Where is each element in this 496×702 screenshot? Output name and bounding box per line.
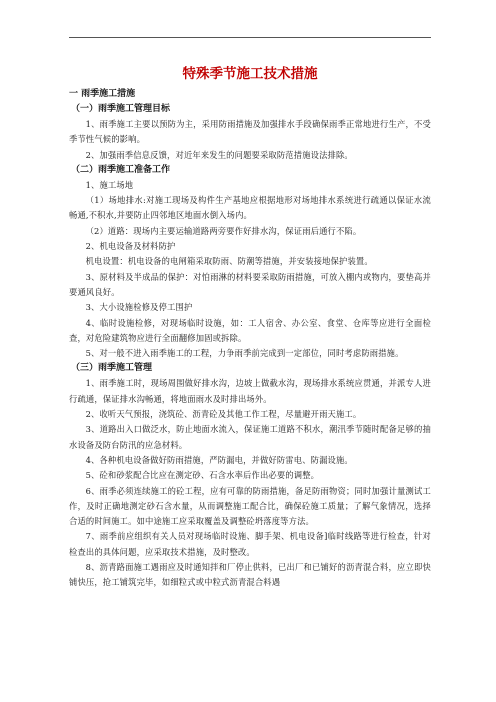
paragraph: 3、大小设施检修及停工围护 xyxy=(85,302,193,313)
paragraph: 2、收听天气预报，浇筑砼、沥青砼及其他工作工程，尽量避开雨天施工。 xyxy=(85,409,362,420)
paragraph: 4、临时设施检修，对现场临时设施，如：工人宿舍、办公室、食堂、仓库等应进行全面检查，对危险建筑物应进行全面翻修加固或拆除。 xyxy=(69,317,431,343)
paragraph: （2）道路：现场内主要运输道路两旁要作好排水沟，保证雨后通行不陷。 xyxy=(85,225,362,236)
subsection-heading: （二）雨季施工准备工作 xyxy=(71,164,171,175)
paragraph: （1）场地排水:对施工现场及构件生产基地应根据地形对场地排水系统进行疏通以保证水流畅通,不积水,并要防止四邻地区地面水倒入场内。 xyxy=(69,195,431,221)
paragraph: 3、原材料及半成品的保护：对怕雨淋的材料要采取防雨措施，可放入棚内或物内，要垫高并要通风良好。 xyxy=(69,271,431,297)
paragraph: 5、砼和砂浆配合比应在测定砂、石含水率后作出必要的调整。 xyxy=(85,470,320,481)
paragraph: 4、各种机电设备做好防雨措施，严防漏电，并做好防雷电、防漏设施。 xyxy=(85,454,353,465)
subsection-heading: （一）雨季施工管理目标 xyxy=(71,104,171,114)
paragraph: 机电设置：机电设备的电闸箱采取防雨、防潮等措施，并安装接地保护装置。 xyxy=(85,256,373,267)
paragraph: 1、雨季施工主要以预防为主，采用防雨措施及加强排水手段确保雨季正常地进行生产，不受季节性气候的影响。 xyxy=(69,119,431,145)
paragraph: 1、施工场地 xyxy=(85,179,134,190)
paragraph: 7、雨季前应组织有关人员对现场临时设施、脚手架、机电设备]临时线路等进行检查，针对检查出的具体问题，应采取技术措施，及时整改。 xyxy=(69,531,431,557)
paragraph: 3、道路出入口做泛水，防止地面水流入，保证施工道路不积水，潮汛季节随时配备足够的抽水设备及防台防汛的应急材料。 xyxy=(69,424,431,450)
paragraph: 1、雨季施工时，现场周围做好排水沟，边坡上做截水沟，现场排水系统应贯通，并派专人进行疏通，保证排水沟畅通，将地面雨水及时排出场外。 xyxy=(69,378,431,404)
paragraph: 5、对一般不进入雨季施工的工程，力争雨季前完成到一定部位，同时考虑防雨措施。 xyxy=(85,348,404,359)
document-title: 特殊季节施工技术措施 xyxy=(182,66,318,82)
paragraph: 2、机电设备及材料防护 xyxy=(85,241,176,252)
paragraph: 8、沥青路面施工遇雨应及时通知拌和厂停止供料，已出厂和已铺好的沥青混合料，应立即快铺快压，抢工铺筑完毕，如细粒式或中粒式沥青混合料遇 xyxy=(69,562,431,588)
subsection-heading: （三）雨季施工管理 xyxy=(71,363,153,374)
header-rule xyxy=(69,37,431,38)
paragraph: 6、雨季必须连续施工的砼工程，应有可靠的防雨措施，备足防雨物资；同时加强计量测试工作，及时正确地测定砂石含水量，从而调整施工配合比，确保砼施工质量；了解气象情况，选择合适的时间施工。如中途施工应采取覆盖及调整砼坍落度等方法。 xyxy=(69,485,431,527)
paragraph: 2、加强雨季信息反馈，对近年来发生的问题要采取防范措施设法排除。 xyxy=(85,149,353,160)
document-body xyxy=(69,62,431,591)
section-heading: 一 雨季施工措施 xyxy=(69,89,136,99)
